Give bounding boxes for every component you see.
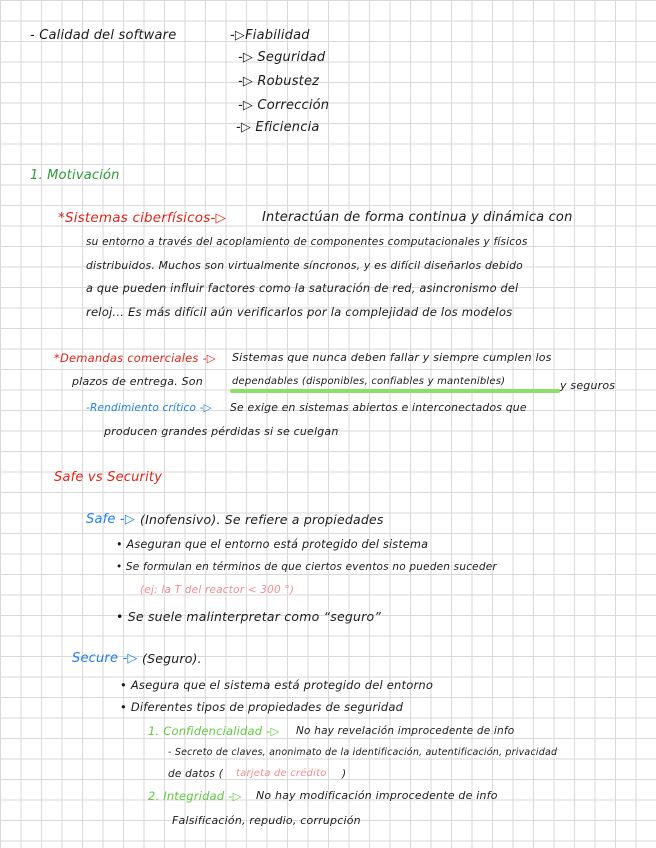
safe-bullet-3: • Se suele malinterpretar como “seguro” [116,609,381,624]
secure-desc: (Seguro). [142,651,202,666]
safe-bullet-1: • Aseguran que el entorno está protegido del sistema [116,538,429,551]
cyber-line-1: Interactúan de forma continua y dinámica con [262,210,573,225]
confidentiality-title: 1. Confidencialidad -▷ [148,724,280,738]
safe-bullet-2: • Se formulan en términos de que ciertos eventos no pueden suceder [116,561,497,573]
integrity-title: 2. Integridad -▷ [148,789,242,803]
secure-bullet-2: • Diferentes tipos de propiedades de seguridad [120,700,404,714]
secure-bullet-1: • Asegura que el sistema está protegido del entorno [120,678,434,692]
safe-desc: (Inofensivo). Se refiere a propiedades [140,512,384,527]
integrity-desc: No hay modificación improcedente de info [256,789,498,802]
quality-item-eficiencia: -▷ Eficiencia [236,120,320,135]
confidentiality-sub-2b: tarjeta de crédito [236,768,327,779]
commercial-line-1: Sistemas que nunca deben fallar y siempre cumplen los [232,351,552,364]
motivation-heading: 1. Motivación [30,168,120,183]
commercial-title: *Demandas comerciales -▷ [54,351,216,365]
critical-title: -Rendimiento crítico -▷ [86,402,212,414]
safe-title: Safe -▷ [86,512,136,527]
safe-example: (ej: la T del reactor < 300 °) [140,584,295,596]
confidentiality-sub-1: - Secreto de claves, anonimato de la identificación, autentificación, privacidad [168,747,558,758]
quality-item-robustez: -▷ Robustez [238,74,320,89]
quality-item-seguridad: -▷ Seguridad [238,50,326,65]
secure-title: Secure -▷ [72,651,138,666]
quality-item-correccion: -▷ Corrección [238,98,330,113]
confidentiality-desc: No hay revelación improcedente de info [296,725,515,737]
cyber-title: *Sistemas ciberfísicos-▷ [58,210,227,226]
quality-item-fiabilidad: -▷Fiabilidad [230,28,310,43]
critical-line-1: Se exige en sistemas abiertos e interconectados que [230,401,527,414]
critical-line-2: producen grandes pérdidas si se cuelgan [104,425,339,438]
confidentiality-sub-2a: de datos ( [168,768,224,780]
cyber-line-5: reloj... Es más difícil aún verificarlos por la complejidad de los modelos [86,305,513,319]
commercial-line-2b: dependables (disponibles, confiables y mantenibles) [232,376,506,387]
safe-security-heading: Safe vs Security [54,470,163,485]
integrity-sub: Falsificación, repudio, corrupción [172,814,361,827]
confidentiality-sub-2c: ) [342,768,347,780]
commercial-line-2a: plazos de entrega. Son [72,375,203,388]
quality-title: - Calidad del software [30,28,177,43]
cyber-line-3: distribuidos. Muchos son virtualmente síncronos, y es difícil diseñarlos debido [86,259,523,272]
cyber-line-2: su entorno a través del acoplamiento de componentes computacionales y físicos [86,236,528,248]
cyber-line-4: a que pueden influir factores como la saturación de red, asincronismo del [86,282,519,295]
commercial-line-2c: y seguros [560,379,616,392]
